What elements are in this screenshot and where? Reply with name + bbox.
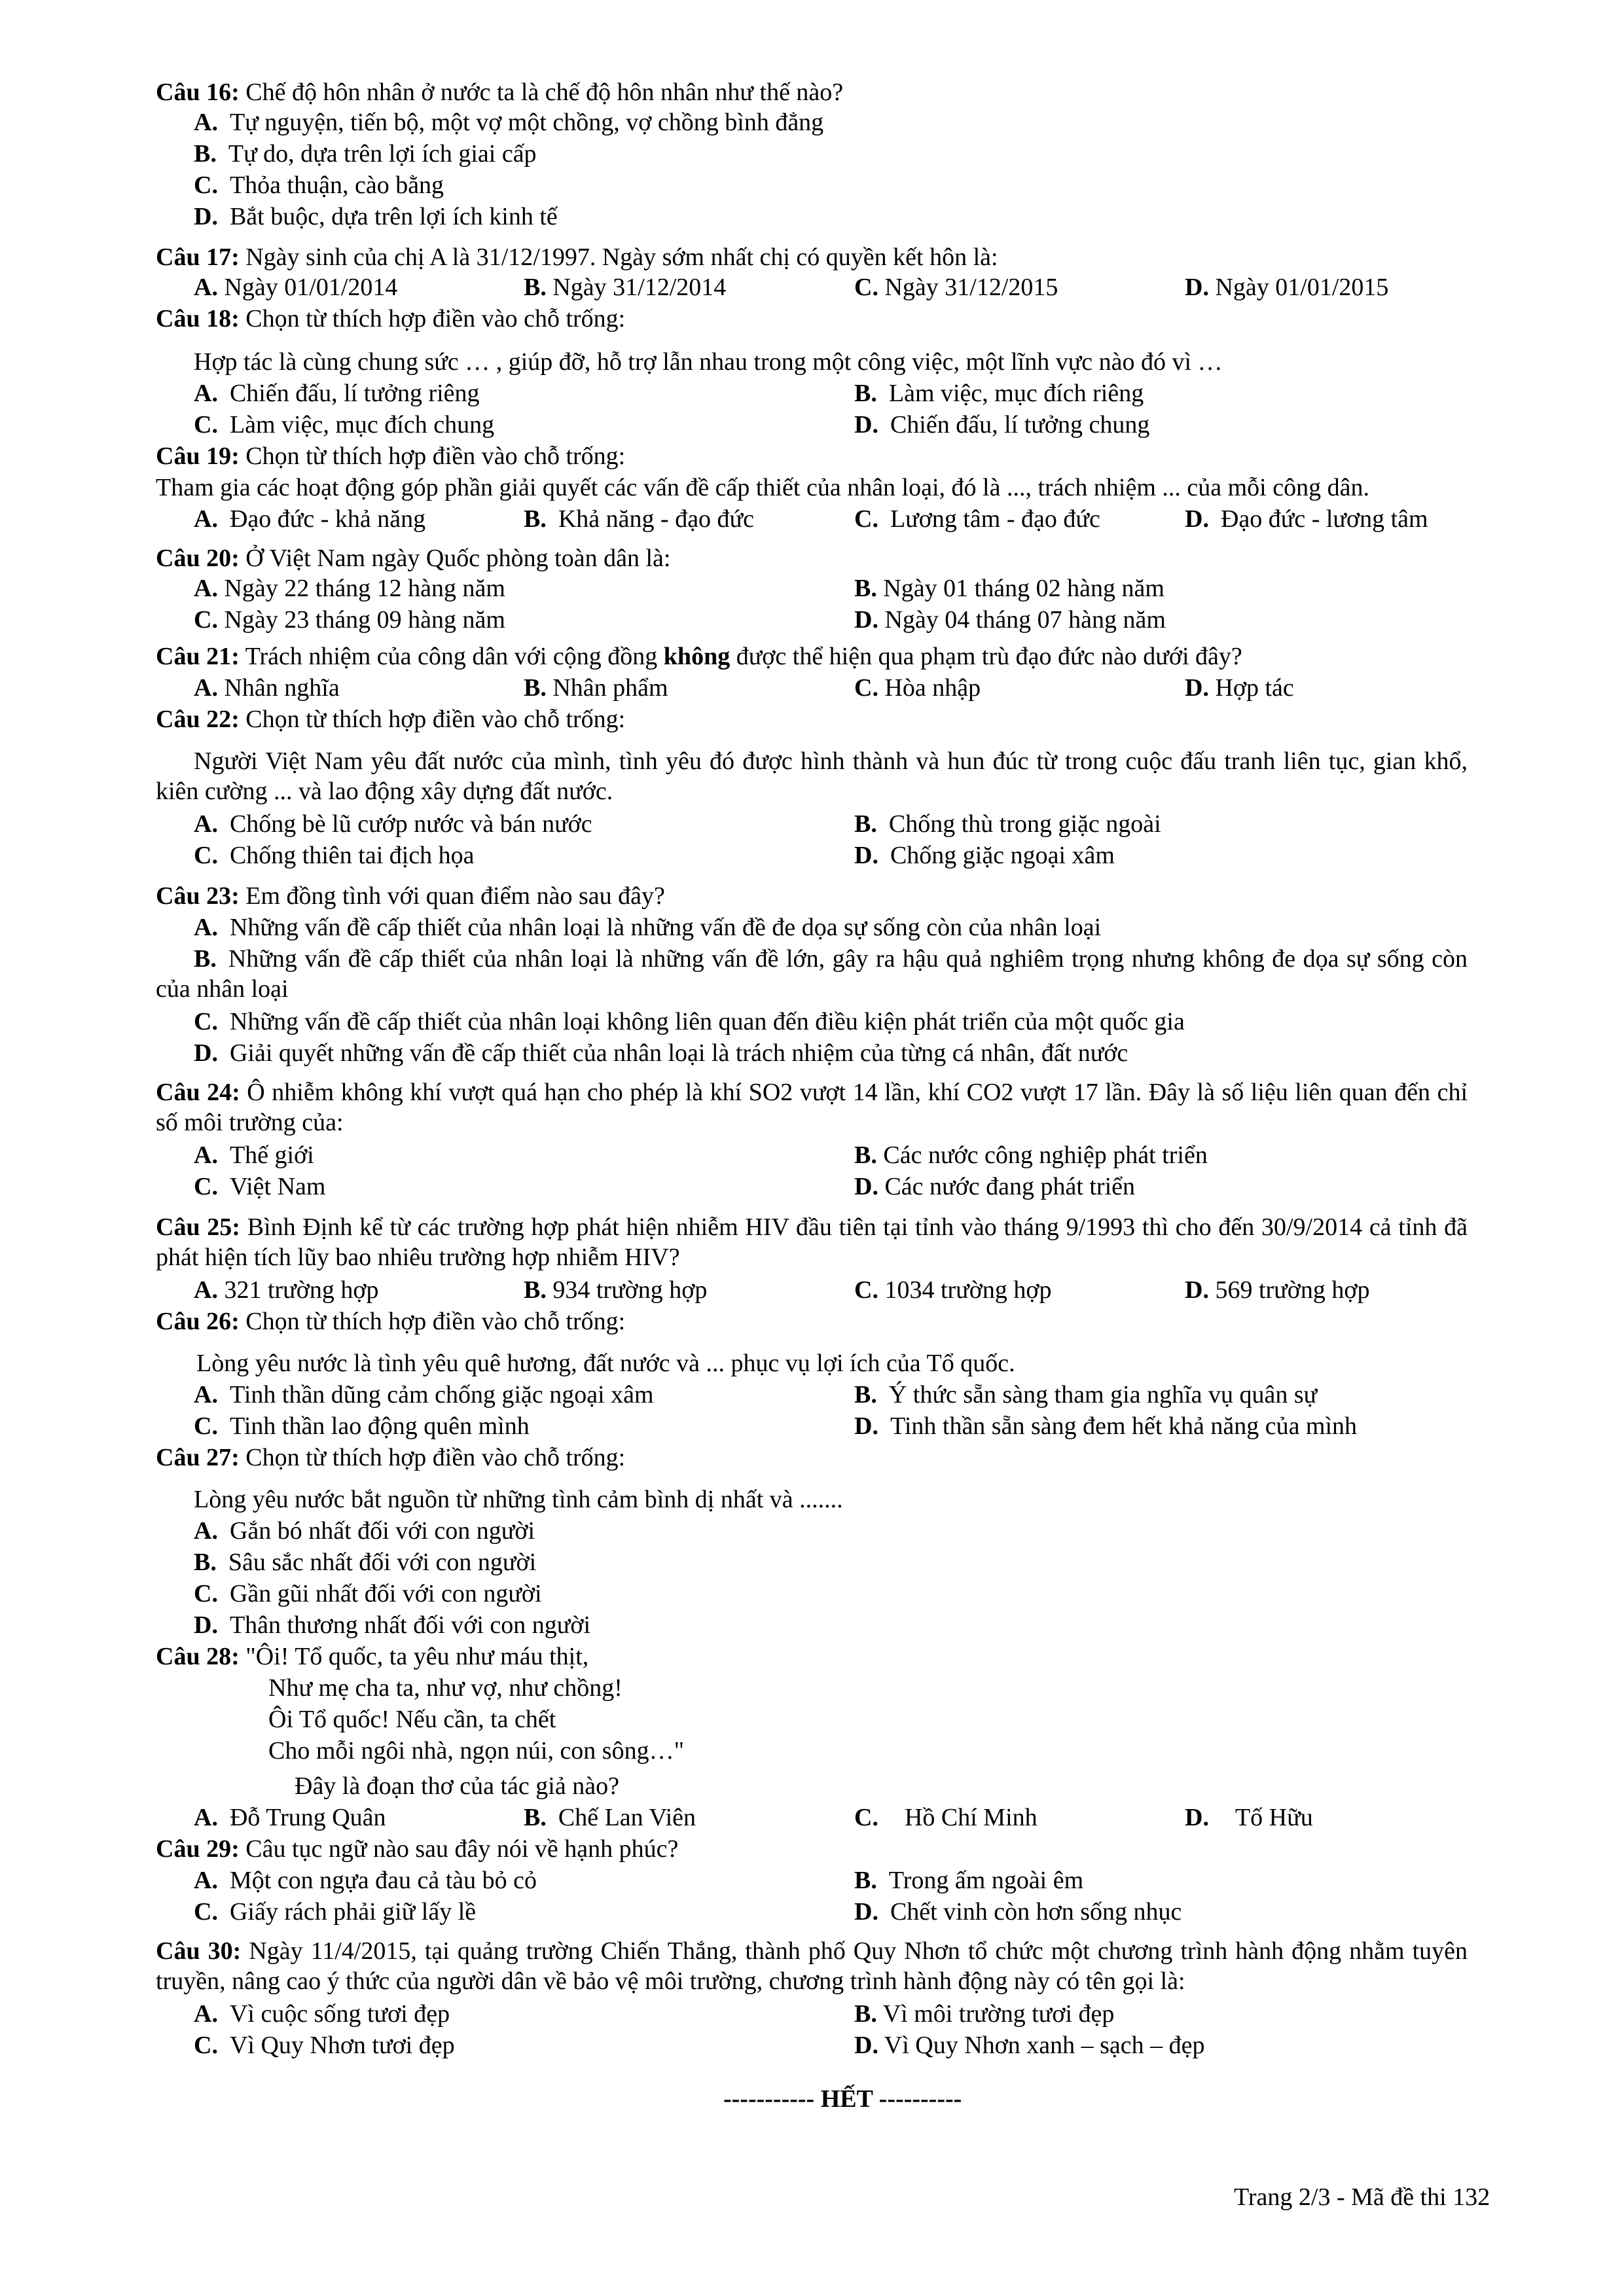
question-18: Câu 18: Chọn từ thích hợp điền vào chỗ trống: <box>156 305 626 332</box>
option-27a[interactable]: A. Gắn bó nhất đối với con người <box>194 1517 535 1545</box>
option-29a[interactable]: A. Một con ngựa đau cả tàu bỏ cỏ <box>194 1867 537 1894</box>
option-19d[interactable]: D. Đạo đức - lương tâm <box>1185 505 1428 533</box>
option-20a[interactable]: A. Ngày 22 tháng 12 hàng năm <box>194 575 505 602</box>
option-29c[interactable]: C. Giấy rách phải giữ lấy lề <box>194 1898 477 1926</box>
option-21b[interactable]: B. Nhân phẩm <box>524 674 668 702</box>
question-28: Câu 28: "Ôi! Tổ quốc, ta yêu như máu thịt, <box>156 1643 589 1670</box>
option-18d[interactable]: D. Chiến đấu, lí tưởng chung <box>854 411 1150 439</box>
option-25a[interactable]: A. 321 trường hợp <box>194 1276 379 1304</box>
question-20: Câu 20: Ở Việt Nam ngày Quốc phòng toàn dân là: <box>156 545 671 572</box>
option-18a[interactable]: A. Chiến đấu, lí tưởng riêng <box>194 380 480 407</box>
option-18b[interactable]: B. Làm việc, mục đích riêng <box>854 380 1144 407</box>
question-17: Câu 17: Ngày sinh của chị A là 31/12/1997. Ngày sớm nhất chị có quyền kết hôn là: <box>156 243 998 271</box>
question-19: Câu 19: Chọn từ thích hợp điền vào chỗ trống: <box>156 442 626 470</box>
passage-26: Lòng yêu nước là tình yêu quê hương, đất nước và ... phục vụ lợi ích của Tổ quốc. <box>196 1350 1015 1377</box>
option-28b[interactable]: B. Chế Lan Viên <box>524 1804 696 1831</box>
option-28a[interactable]: A. Đỗ Trung Quân <box>194 1804 386 1831</box>
option-29b[interactable]: B. Trong ấm ngoài êm <box>854 1867 1084 1894</box>
option-17a[interactable]: A. Ngày 01/01/2014 <box>194 274 398 301</box>
question-27: Câu 27: Chọn từ thích hợp điền vào chỗ trống: <box>156 1444 626 1471</box>
option-30c[interactable]: C. Vì Quy Nhơn tươi đẹp <box>194 2032 455 2059</box>
question-25: Câu 25: Bình Định kể từ các trường hợp phát hiện nhiễm HIV đầu tiên tại tỉnh vào tháng 9/1993 thì cho đến 30/9/2014 cả tỉnh đã phát hiện tích lũy bao nhiêu trường hợp nhiễm HIV? <box>156 1213 1468 1271</box>
option-26b[interactable]: B. Ý thức sẵn sàng tham gia nghĩa vụ quân sự <box>854 1381 1318 1408</box>
option-16a[interactable]: A. Tự nguyện, tiến bộ, một vợ một chồng, vợ chồng bình đẳng <box>194 109 824 136</box>
question-21: Câu 21: Trách nhiệm của công dân với cộng đồng không được thể hiện qua phạm trù đạo đức nào dưới đây? <box>156 643 1242 670</box>
end-of-exam-mark: ----------- HẾT ---------- <box>723 2085 962 2113</box>
option-17b[interactable]: B. Ngày 31/12/2014 <box>524 274 727 301</box>
option-23a[interactable]: A. Những vấn đề cấp thiết của nhân loại là những vấn đề đe dọa sự sống còn của nhân loại <box>194 914 1102 941</box>
option-26a[interactable]: A. Tinh thần dũng cảm chống giặc ngoại xâm <box>194 1381 654 1408</box>
poem-line-3: Ôi Tổ quốc! Nếu cần, ta chết <box>268 1706 556 1733</box>
option-26c[interactable]: C. Tinh thần lao động quên mình <box>194 1412 530 1440</box>
option-25d[interactable]: D. 569 trường hợp <box>1185 1276 1370 1304</box>
passage-18: Hợp tác là cùng chung sức … , giúp đỡ, hỗ trợ lẫn nhau trong một công việc, một lĩnh vực nào đó vì … <box>194 348 1223 376</box>
option-21a[interactable]: A. Nhân nghĩa <box>194 674 340 702</box>
option-27c[interactable]: C. Gần gũi nhất đối với con người <box>194 1580 542 1607</box>
option-17d[interactable]: D. Ngày 01/01/2015 <box>1185 274 1389 301</box>
option-21c[interactable]: C. Hòa nhập <box>854 674 981 702</box>
option-21d[interactable]: D. Hợp tác <box>1185 674 1294 702</box>
question-29: Câu 29: Câu tục ngữ nào sau đây nói về hạnh phúc? <box>156 1835 679 1863</box>
passage-27: Lòng yêu nước bắt nguồn từ những tình cảm bình dị nhất và ....... <box>194 1486 843 1513</box>
option-23d[interactable]: D. Giải quyết những vấn đề cấp thiết của nhân loại là trách nhiệm của từng cá nhân, đất nước <box>194 1039 1128 1067</box>
option-22d[interactable]: D. Chống giặc ngoại xâm <box>854 842 1115 869</box>
option-22b[interactable]: B. Chống thù trong giặc ngoài <box>854 810 1161 838</box>
option-16b[interactable]: B. Tự do, dựa trên lợi ích giai cấp <box>194 140 537 168</box>
option-17c[interactable]: C. Ngày 31/12/2015 <box>854 274 1058 301</box>
option-19a[interactable]: A. Đạo đức - khả năng <box>194 505 426 533</box>
option-20b[interactable]: B. Ngày 01 tháng 02 hàng năm <box>854 575 1164 602</box>
option-25b[interactable]: B. 934 trường hợp <box>524 1276 708 1304</box>
option-22c[interactable]: C. Chống thiên tai địch họa <box>194 842 475 869</box>
option-24c[interactable]: C. Việt Nam <box>194 1173 326 1200</box>
option-19c[interactable]: C. Lương tâm - đạo đức <box>854 505 1100 533</box>
question-26: Câu 26: Chọn từ thích hợp điền vào chỗ trống: <box>156 1308 626 1335</box>
option-19b[interactable]: B. Khả năng - đạo đức <box>524 505 755 533</box>
poem-line-4: Cho mỗi ngôi nhà, ngọn núi, con sông…" <box>268 1737 685 1765</box>
passage-22: Người Việt Nam yêu đất nước của mình, tình yêu đó được hình thành và hun đúc từ trong cuộc đấu tranh liên tục, gian khổ, kiên cường ... và lao động xây dựng đất nước. <box>156 747 1468 805</box>
option-24a[interactable]: A. Thế giới <box>194 1141 314 1169</box>
question-23: Câu 23: Em đồng tình với quan điểm nào sau đây? <box>156 882 665 910</box>
option-28c[interactable]: C. Hồ Chí Minh <box>854 1804 1038 1831</box>
option-23c[interactable]: C. Những vấn đề cấp thiết của nhân loại không liên quan đến điều kiện phát triển của một quốc gia <box>194 1008 1185 1035</box>
option-29d[interactable]: D. Chết vinh còn hơn sống nhục <box>854 1898 1182 1926</box>
option-16d[interactable]: D. Bắt buộc, dựa trên lợi ích kinh tế <box>194 203 558 230</box>
option-25c[interactable]: C. 1034 trường hợp <box>854 1276 1052 1304</box>
option-16c[interactable]: C. Thỏa thuận, cào bằng <box>194 171 444 199</box>
option-28d[interactable]: D. Tố Hữu <box>1185 1804 1313 1831</box>
option-30b[interactable]: B. Vì môi trường tươi đẹp <box>854 2000 1115 2028</box>
poem-line-2: Như mẹ cha ta, như vợ, như chồng! <box>268 1674 623 1702</box>
option-24b[interactable]: B. Các nước công nghiệp phát triển <box>854 1141 1208 1169</box>
option-27b[interactable]: B. Sâu sắc nhất đối với con người <box>194 1549 537 1576</box>
option-26d[interactable]: D. Tinh thần sẵn sàng đem hết khả năng của mình <box>854 1412 1358 1440</box>
question-28-prompt: Đây là đoạn thơ của tác giả nào? <box>295 1772 619 1800</box>
page-footer: Trang 2/3 - Mã đề thi 132 <box>1234 2183 1490 2211</box>
question-24: Câu 24: Ô nhiễm không khí vượt quá hạn cho phép là khí SO2 vượt 14 lần, khí CO2 vượt 17 lần. Đây là số liệu liên quan đến chỉ số môi trường của: <box>156 1079 1468 1136</box>
question-30: Câu 30: Ngày 11/4/2015, tại quảng trường Chiến Thắng, thành phố Quy Nhơn tổ chức một chương trình hành động nhằm tuyên truyền, nâng cao ý thức của người dân về bảo vệ môi trường, chương trình hành động này có tên gọi là: <box>156 1937 1468 1995</box>
option-30a[interactable]: A. Vì cuộc sống tươi đẹp <box>194 2000 450 2028</box>
option-23b[interactable]: B. Những vấn đề cấp thiết của nhân loại là những vấn đề lớn, gây ra hậu quả nghiêm trọng nhưng không đe dọa sự sống còn của nhân loại <box>156 945 1468 1003</box>
option-27d[interactable]: D. Thân thương nhất đối với con người <box>194 1611 591 1639</box>
option-22a[interactable]: A. Chống bè lũ cướp nước và bán nước <box>194 810 592 838</box>
option-18c[interactable]: C. Làm việc, mục đích chung <box>194 411 495 439</box>
option-20d[interactable]: D. Ngày 04 tháng 07 hàng năm <box>854 606 1166 634</box>
question-16: Câu 16: Chế độ hôn nhân ở nước ta là chế độ hôn nhân như thế nào? <box>156 79 844 106</box>
option-30d[interactable]: D. Vì Quy Nhơn xanh – sạch – đẹp <box>854 2032 1205 2059</box>
option-20c[interactable]: C. Ngày 23 tháng 09 hàng năm <box>194 606 505 634</box>
option-24d[interactable]: D. Các nước đang phát triển <box>854 1173 1136 1200</box>
question-22: Câu 22: Chọn từ thích hợp điền vào chỗ trống: <box>156 706 626 733</box>
passage-19: Tham gia các hoạt động góp phần giải quyết các vấn đề cấp thiết của nhân loại, đó là ..., trách nhiệm ... của mỗi công dân. <box>156 474 1369 501</box>
